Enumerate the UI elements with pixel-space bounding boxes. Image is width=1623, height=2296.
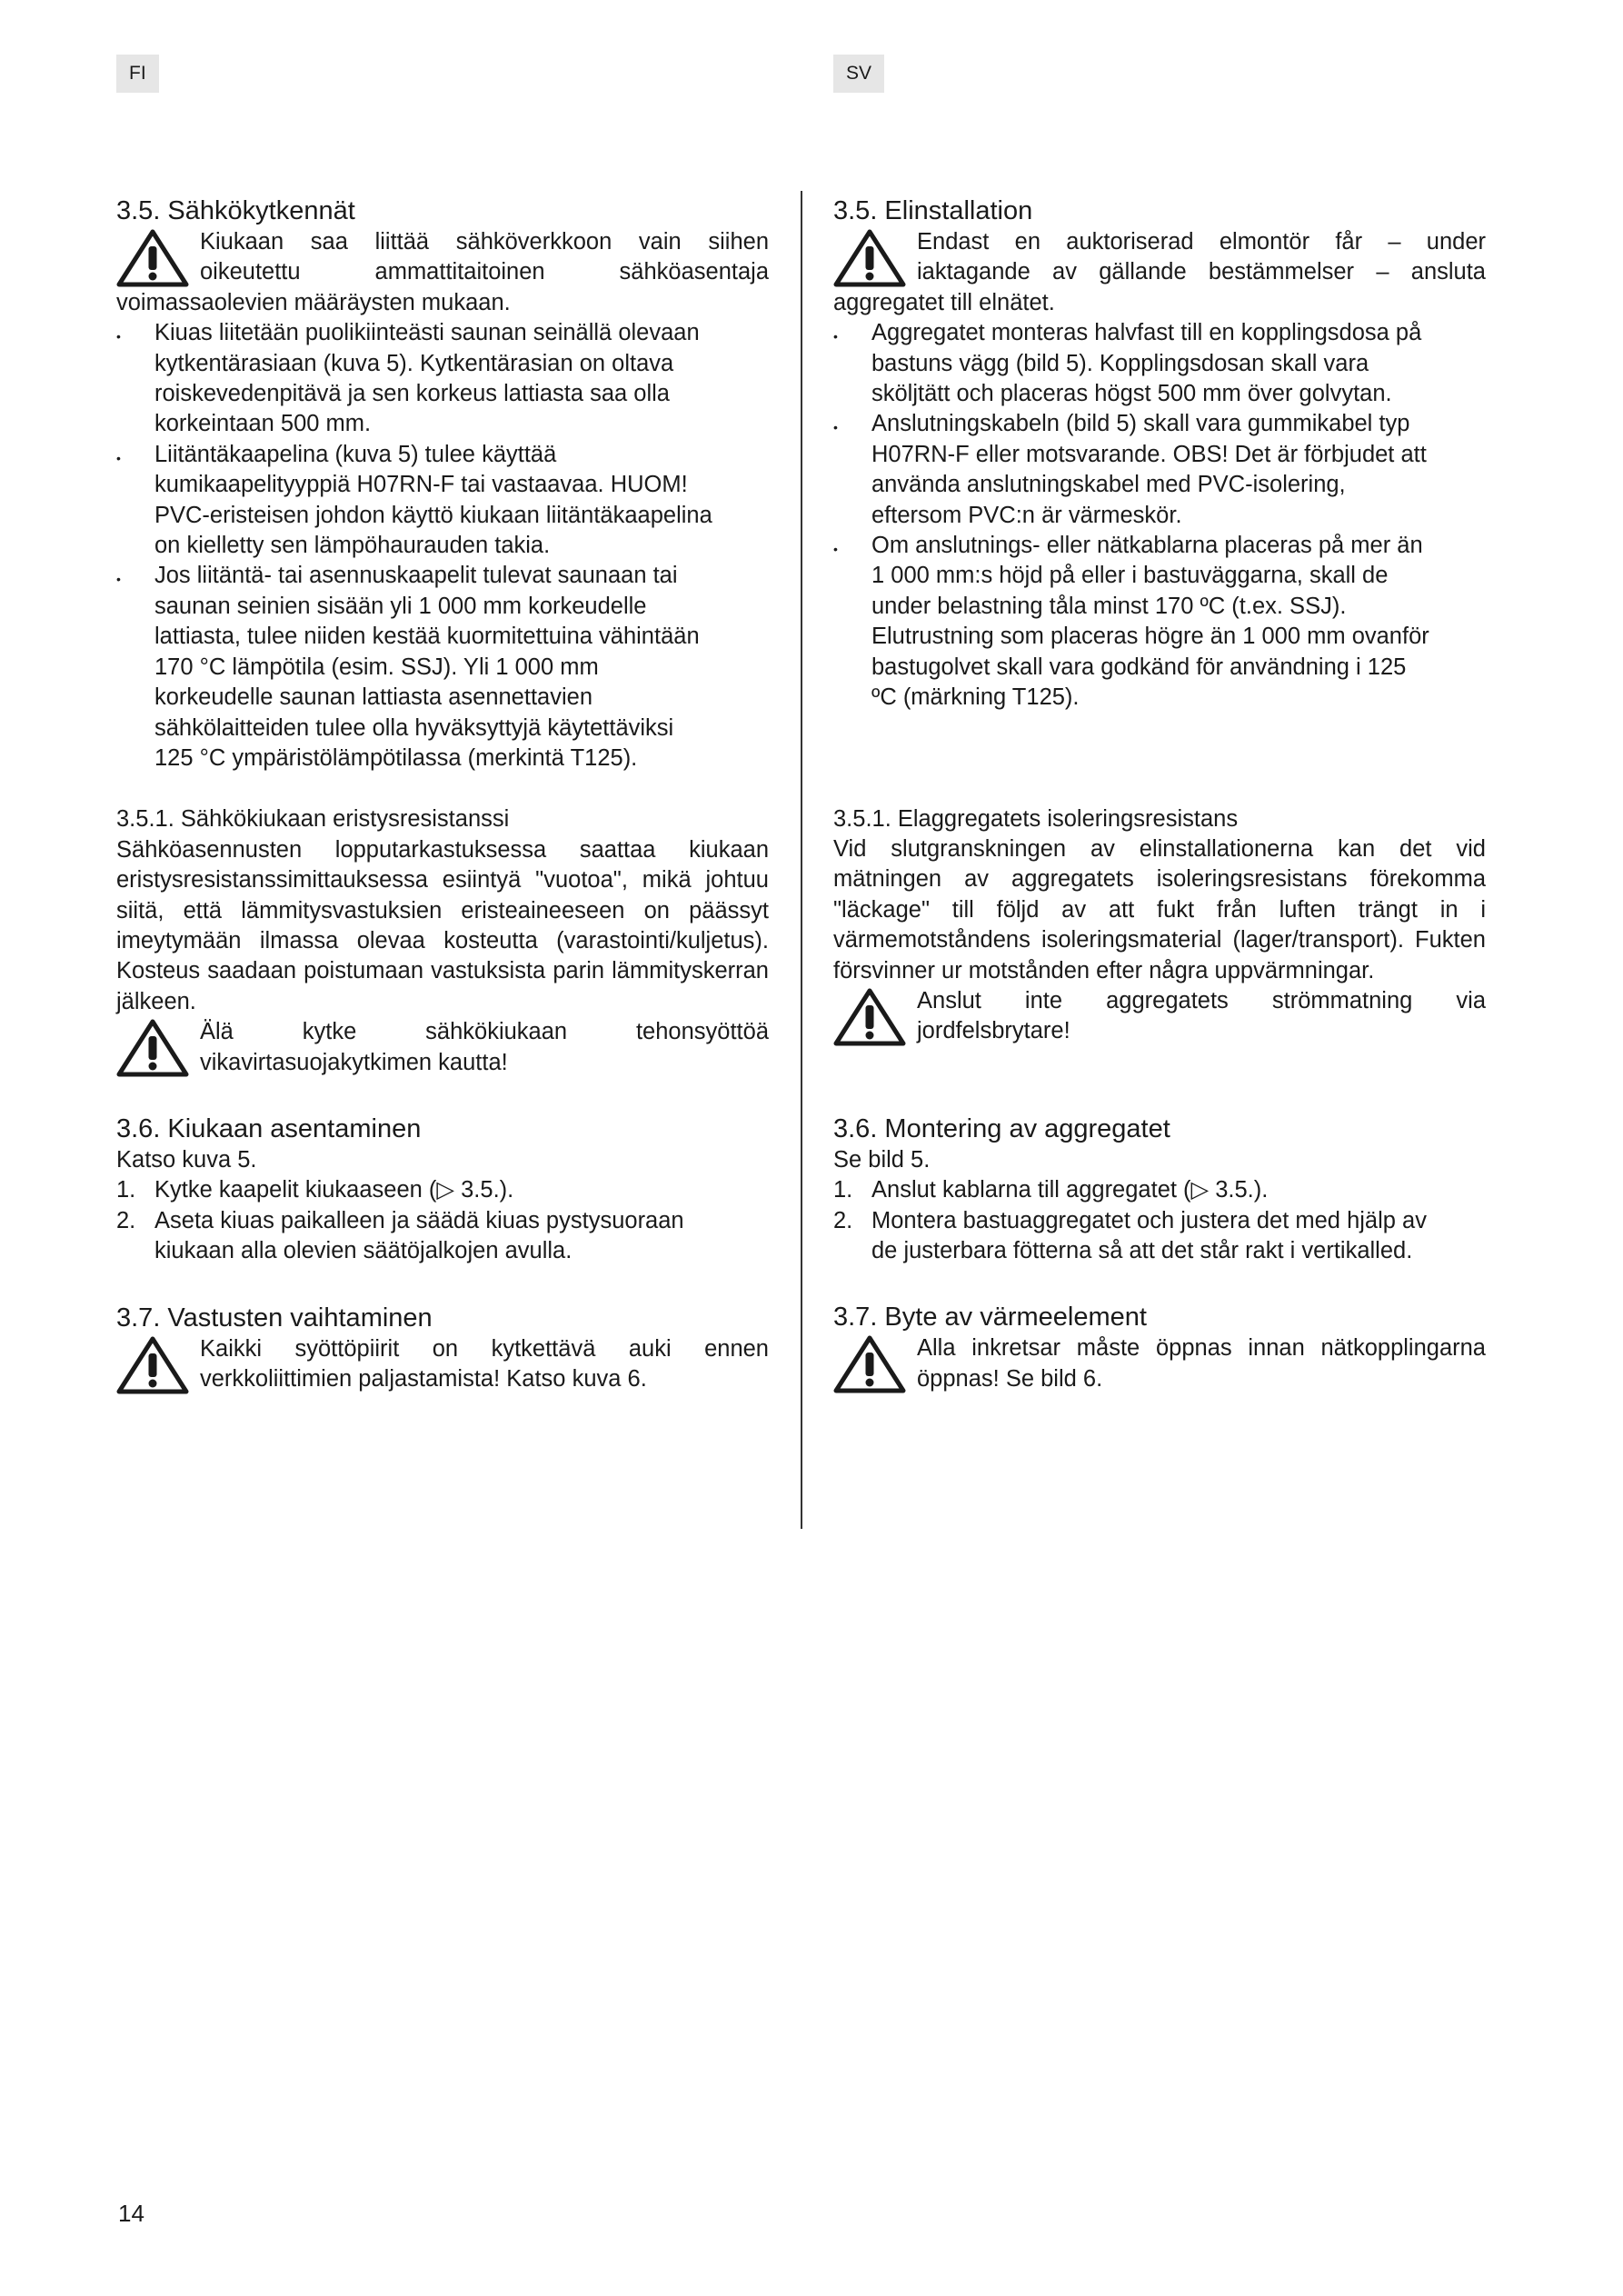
section-heading: 3.5. Elinstallation xyxy=(833,196,1033,225)
warning-icon xyxy=(833,988,906,1046)
paragraph: Vid slutgranskningen av elinstallationerna kan det vid mätningen av aggregatets isoleringsresistans förekomma "läckage" till följd av att fukt från luften trängt in i värmemotståndens isoleringsmaterial (lager/transport). Fukten försvinner ur motstånden efter några uppvärmningar. xyxy=(833,835,1486,983)
warning-text: Kaikki syöttöpiirit on kytkettävä auki ennen verkkoliittimien paljastamista! Katso kuva 6. xyxy=(200,1335,769,1392)
list-number: 2. xyxy=(833,1207,853,1233)
list-item xyxy=(833,1175,1486,1205)
numbered-list xyxy=(833,1175,1486,1266)
paragraph: Katso kuva 5. xyxy=(116,1146,257,1173)
list-item: • Liitäntäkaapelina (kuva 5) tulee käyttää kumikaapelityyppiä H07RN-F tai vastaavaa. HUOM! PVC-eristeisen johdon käyttö kiukaan liitäntäkaapelina on kielletty sen lämpöhaurauden takia. xyxy=(116,440,769,562)
list-number: 1. xyxy=(833,1177,853,1203)
list-item: • Om anslutnings- eller nätkablarna placeras på mer än 1 000 mm:s höjd på eller i bastuväggarna, skall de under belastning tåla minst 170 ºC (t.ex. SSJ). Elutrustning som placeras högre än 1 000 mm ovanför bastugolvet skall vara godkänd för användning i 125 ºC (märkning T125). xyxy=(833,531,1486,713)
column-fi xyxy=(116,195,769,1394)
list-number: 1. xyxy=(116,1177,136,1203)
list-text: Aseta kiuas paikalleen ja säädä kiuas pystysuoraan kiukaan alla olevien säätöjalkojen avulla. xyxy=(154,1207,684,1264)
page-number: 14 xyxy=(118,2200,144,2227)
warning-text: Kiukaan saa liittää sähköverkkoon vain siihen oikeutettu ammattitaitoinen sähköasentaja voimassaolevien määräysten mukaan. xyxy=(116,229,769,315)
warning-icon xyxy=(116,229,189,287)
numbered-list xyxy=(116,1175,769,1266)
warning-text: Endast en auktoriserad elmontör får – under iaktagande av gällande bestämmelser – ansluta aggregatet till elnätet. xyxy=(833,229,1486,315)
warning-icon xyxy=(116,1019,189,1077)
warning-block xyxy=(116,227,769,318)
warning-block xyxy=(833,1333,1486,1394)
list-text: Anslut kablarna till aggregatet (▷ 3.5.). xyxy=(871,1177,1269,1203)
paragraph: Sähköasennusten lopputarkastuksessa saattaa kiukaan eristysresistanssimittauksessa esiintyä "vuotoa", mikä johtuu siitä, että lämmitysvastuksien eristeaineeseen on päässyt imeytymään ilmassa olevaa kosteutta (varastointi/kuljetus). Kosteus saadaan poistumaan vastuksista parin lämmityskerran jälkeen. xyxy=(116,836,769,1014)
column-divider xyxy=(801,191,802,1529)
warning-icon xyxy=(116,1336,189,1394)
language-tag-sv: SV xyxy=(833,55,884,93)
language-tag-fi: FI xyxy=(116,55,159,93)
subsection-heading: 3.5.1. Sähkökiukaan eristysresistanssi xyxy=(116,806,510,833)
list-number: 2. xyxy=(116,1207,136,1233)
warning-icon xyxy=(833,229,906,287)
list-item: • Jos liitäntä- tai asennuskaapelit tulevat saunaan tai saunan seinien sisään yli 1 000 mm korkeudelle lattiasta, tulee niiden kestää kuormitettuina vähintään 170 °C lämpötila (esim. SSJ). Yli 1 000 mm korkeudelle saunan lattiasta asennettavien sähkölaitteiden tulee olla hyväksyttyjä käytettäviksi 125 °C ympäristölämpötilassa (merkintä T125). xyxy=(116,561,769,774)
bullet-list xyxy=(833,318,1486,713)
list-text: Kytke kaapelit kiukaaseen (▷ 3.5.). xyxy=(154,1177,514,1203)
subsection-heading: 3.5.1. Elaggregatets isoleringsresistans xyxy=(833,805,1239,832)
section-heading: 3.6. Montering av aggregatet xyxy=(833,1113,1170,1143)
warning-text: Älä kytke sähkökiukaan tehonsyöttöä vikavirtasuojakytkimen kautta! xyxy=(200,1019,769,1075)
list-text: Montera bastuaggregatet och justera det med hjälp av de justerbara fötterna så att det står rakt i vertikalled. xyxy=(871,1207,1427,1263)
paragraph: Se bild 5. xyxy=(833,1146,931,1173)
warning-text: Anslut inte aggregatets strömmatning via jordfelsbrytare! xyxy=(917,987,1486,1044)
warning-block xyxy=(116,1017,769,1078)
list-item xyxy=(116,1206,769,1267)
list-item: • Kiuas liitetään puolikiinteästi saunan seinällä olevaan kytkentärasiaan (kuva 5). Kytkentärasian on oltava roiskevedenpitävä ja sen korkeus lattiasta saa olla korkeintaan 500 mm. xyxy=(116,318,769,440)
warning-block xyxy=(833,986,1486,1047)
list-item xyxy=(833,1206,1486,1267)
warning-block xyxy=(116,1334,769,1395)
section-heading: 3.6. Kiukaan asentaminen xyxy=(116,1113,422,1143)
list-item xyxy=(116,1175,769,1205)
section-heading: 3.7. Vastusten vaihtaminen xyxy=(116,1303,433,1333)
bullet-list xyxy=(116,318,769,774)
list-item: • Anslutningskabeln (bild 5) skall vara gummikabel typ H07RN-F eller motsvarande. OBS! Det är förbjudet att använda anslutningskabel med PVC-isolering, eftersom PVC:n är värmeskör. xyxy=(833,409,1486,531)
section-heading: 3.5. Sähkökytkennät xyxy=(116,196,355,225)
section-heading: 3.7. Byte av värmeelement xyxy=(833,1303,1147,1333)
list-item: • Aggregatet monteras halvfast till en kopplingsdosa på bastuns vägg (bild 5). Kopplingsdosan skall vara sköljtätt och placeras högst 500 mm över golvytan. xyxy=(833,318,1486,409)
column-sv xyxy=(833,195,1486,1394)
warning-text: Alla inkretsar måste öppnas innan nätkopplingarna öppnas! Se bild 6. xyxy=(917,1335,1486,1392)
warning-icon xyxy=(833,1335,906,1393)
warning-block xyxy=(833,227,1486,318)
